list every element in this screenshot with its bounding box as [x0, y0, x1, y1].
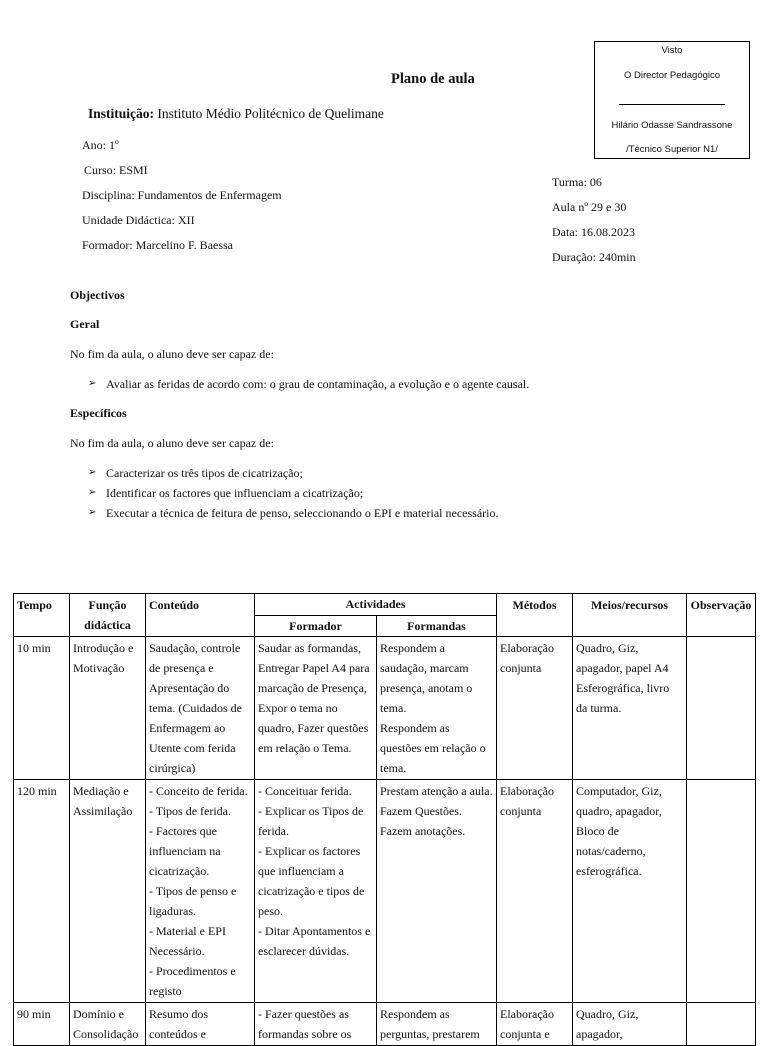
cell-formandas — [377, 637, 497, 780]
cell-line: Saudar as formandas, Entregar Papel A4 para marcação de Presença, Expor o tema no quadro, Fazer questões em relação o Tema. — [258, 641, 370, 755]
cell-line: Prestam atenção a aula. — [380, 784, 493, 798]
institution-label: Instituição: — [88, 106, 155, 121]
cell-funcao: Introdução e Motivação — [70, 637, 146, 780]
header-funcao: Função didáctica — [70, 594, 146, 637]
cell-conteudo — [146, 780, 255, 1003]
page-title: Plano de aula — [391, 71, 475, 87]
list-item: ➢ Identificar os factores que influenciam a cicatrização; — [72, 486, 498, 506]
cell-line: - Tipos de penso e ligaduras. — [149, 884, 237, 918]
info-formador: Formador: Marcelino F. Baessa — [82, 238, 234, 252]
header-conteudo: Conteúdo — [146, 594, 255, 637]
cell-line: - Material e EPI Necessário. — [149, 924, 226, 958]
cell-funcao: Domínio e Consolidação — [70, 1003, 146, 1046]
general-list — [72, 377, 529, 397]
cell-observacao — [687, 1003, 756, 1046]
cell-line: Fazem anotações. — [380, 824, 466, 838]
cell-line: - Conceito de ferida. — [149, 784, 248, 798]
specific-list — [72, 466, 498, 526]
specific-intro: No fim da aula, o aluno deve ser capaz de: — [70, 436, 274, 450]
cell-line: Saudação, controle de presença e Apresentação do tema. (Cuidados de Enfermagem ao Utente com ferida cirúrgica) — [149, 641, 242, 775]
approval-role: /Técnico Superior N1/ — [626, 144, 718, 155]
institution — [88, 106, 384, 122]
info-disciplina: Disciplina: Fundamentos de Enfermagem — [82, 188, 282, 202]
general-intro: No fim da aula, o aluno deve ser capaz de: — [70, 347, 274, 361]
cell-formandas — [377, 1003, 497, 1046]
header-observacao: Observação — [687, 594, 756, 637]
cell-line: Resumo dos conteúdos e — [149, 1007, 209, 1041]
header-tempo: Tempo — [14, 594, 70, 637]
institution-value: Instituto Médio Politécnico de Quelimane — [157, 106, 384, 121]
cell-line: Respondem as questões em relação o tema. — [380, 721, 486, 775]
cell-line: - Tipos de ferida. — [149, 804, 231, 818]
cell-funcao: Mediação e Assimilação — [70, 780, 146, 1003]
cell-metodos: Elaboração conjunta — [497, 637, 573, 780]
cell-meios: Quadro, Giz, apagador, — [573, 1003, 687, 1046]
cell-tempo: 10 min — [14, 637, 70, 780]
info-data: Data: 16.08.2023 — [552, 225, 635, 239]
cell-line: - Conceituar ferida. — [258, 784, 352, 798]
cell-observacao — [687, 637, 756, 780]
cell-line: - Factores que influenciam na cicatrização. — [149, 824, 221, 878]
info-duracao: Duração: 240min — [552, 250, 636, 264]
header-formador: Formador — [255, 615, 377, 637]
approval-name: Hilário Odasse Sandrassone — [611, 120, 733, 131]
cell-conteudo — [146, 1003, 255, 1046]
info-unidade: Unidade Didáctica: XII — [82, 213, 195, 227]
list-item: ➢ Avaliar as feridas de acordo com: o grau de contaminação, a evolução e o agente causal. — [72, 377, 529, 397]
lesson-plan-table — [13, 593, 756, 1046]
header-metodos: Métodos — [497, 594, 573, 637]
general-heading: Geral — [70, 317, 100, 331]
cell-line: - Procedimentos e registo — [149, 964, 236, 998]
info-curso: Curso: ESMI — [84, 163, 148, 177]
info-aula: Aula nº 29 e 30 — [552, 200, 627, 214]
cell-metodos: Elaboração conjunta — [497, 780, 573, 1003]
cell-formador — [255, 637, 377, 780]
cell-line: - Explicar os Tipos de ferida. — [258, 804, 364, 838]
cell-line: Fazem Questões. — [380, 804, 462, 818]
cell-formador — [255, 780, 377, 1003]
cell-tempo: 120 min — [14, 780, 70, 1003]
cell-conteudo — [146, 637, 255, 780]
list-item: ➢ Executar a técnica de feitura de penso, seleccionando o EPI e material necessário. — [72, 506, 498, 526]
objectives-heading: Objectivos — [70, 288, 125, 302]
cell-tempo: 90 min — [14, 1003, 70, 1046]
signature-line — [619, 104, 725, 105]
table-row — [14, 1003, 756, 1046]
cell-line: Respondem a saudação, marcam presença, anotam o tema. — [380, 641, 473, 715]
table-row — [14, 780, 756, 1003]
cell-line: Respondem as perguntas, prestarem — [380, 1007, 480, 1041]
cell-line: - Fazer questões as formandas sobre os — [258, 1007, 352, 1041]
cell-meios: Quadro, Giz, apagador, papel A4 Esferográfica, livro da turma. — [573, 637, 687, 780]
cell-line: - Ditar Apontamentos e esclarecer dúvidas. — [258, 924, 371, 958]
list-item: ➢ Caracterizar os três tipos de cicatrização; — [72, 466, 498, 486]
approval-visto: Visto — [661, 45, 683, 56]
header-meios: Meios/recursos — [573, 594, 687, 637]
cell-meios: Computador, Giz, quadro, apagador, Bloco de notas/caderno, esferográfica. — [573, 780, 687, 1003]
cell-observacao — [687, 780, 756, 1003]
info-ano: Ano: 1º — [82, 138, 119, 152]
info-turma: Turma: 06 — [552, 175, 602, 189]
cell-line: - Explicar os factores que influenciam a cicatrização e tipos de peso. — [258, 844, 365, 918]
cell-formador — [255, 1003, 377, 1046]
header-formandas: Formandas — [377, 615, 497, 637]
specific-heading: Específicos — [70, 406, 127, 420]
approval-title: O Director Pedagógico — [623, 70, 721, 81]
approval-box — [594, 41, 750, 159]
header-actividades: Actividades — [255, 594, 497, 616]
table-row — [14, 637, 756, 780]
cell-formandas — [377, 780, 497, 1003]
cell-metodos: Elaboração conjunta e — [497, 1003, 573, 1046]
